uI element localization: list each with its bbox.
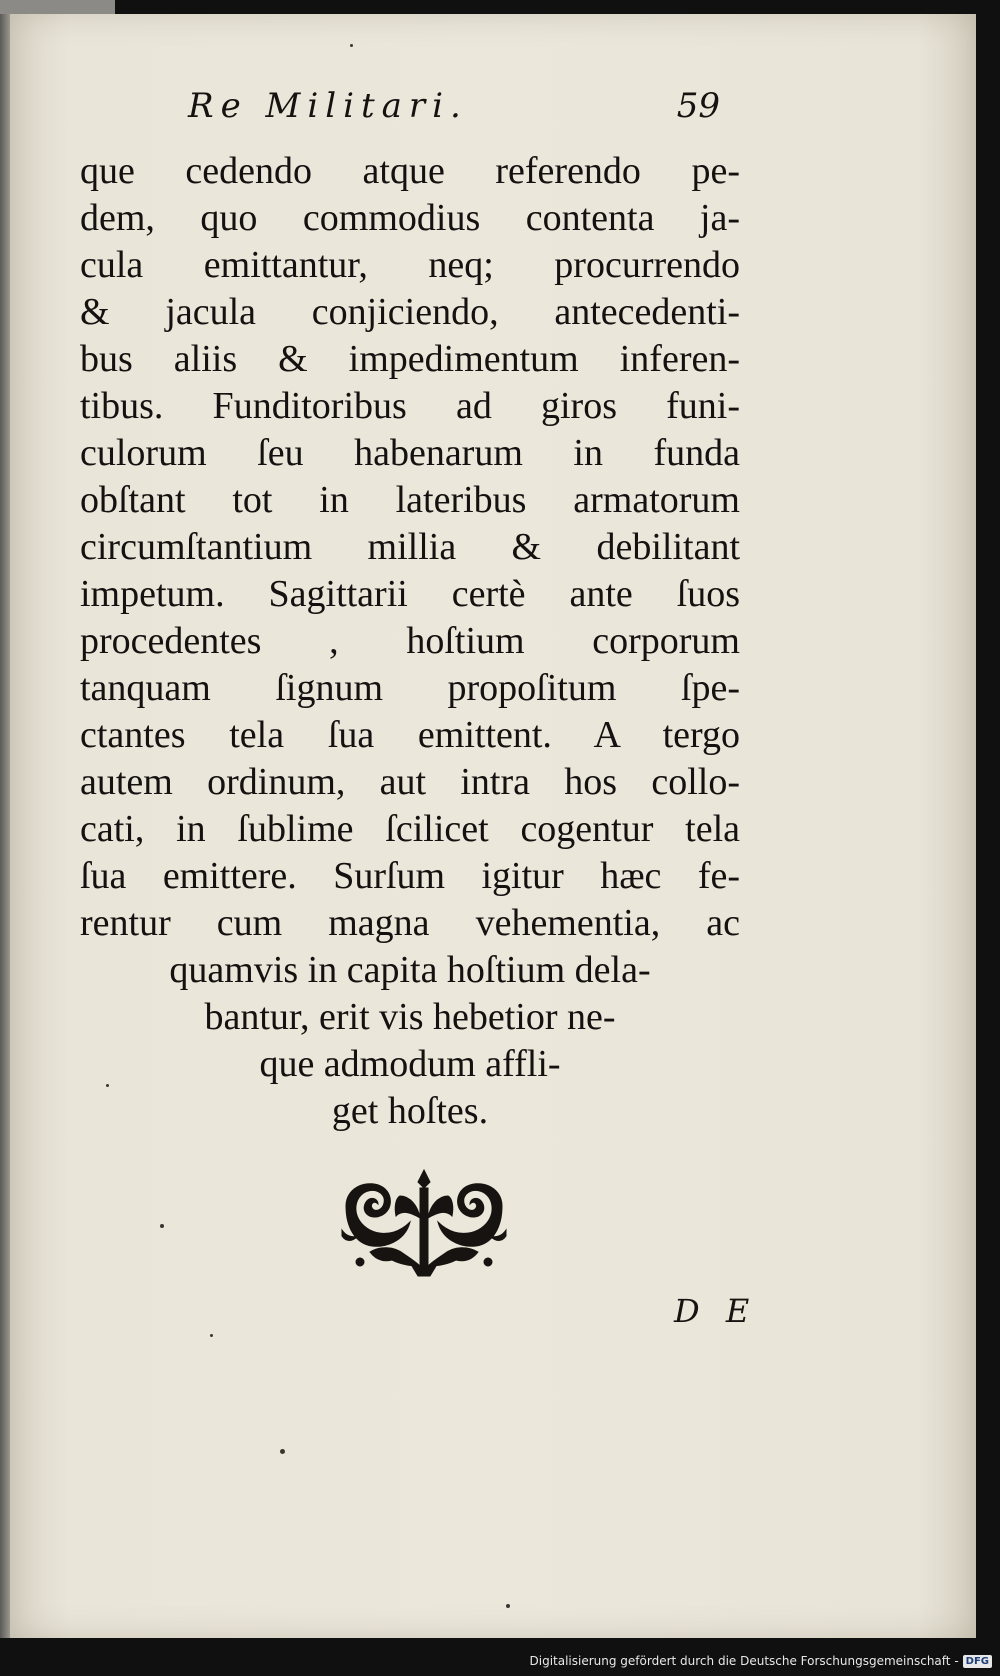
text-line: obſtant tot in lateribus armatorum <box>80 479 740 521</box>
paper-speck <box>210 1334 213 1337</box>
text-line: que admodum affli- <box>259 1043 561 1085</box>
text-line: procedentes , hoſtium corporum <box>80 620 740 662</box>
paper-speck <box>280 1449 285 1454</box>
text-line: quamvis in capita hoſtium dela- <box>169 949 651 991</box>
text-line: culorum ſeu habenarum in funda <box>80 432 740 474</box>
text-line: bantur, erit vis hebetior ne- <box>204 996 616 1038</box>
page-header <box>178 86 738 136</box>
text-line: tibus. Funditoribus ad giros funi- <box>80 385 740 427</box>
text-line: & jacula conjiciendo, antecedenti- <box>80 291 740 333</box>
text-line: rentur cum magna vehementia, ac <box>80 902 740 944</box>
text-line: circumſtantium millia & debilitant <box>80 526 740 568</box>
paper-speck <box>506 1604 510 1608</box>
page-number: 59 <box>676 86 720 126</box>
digitization-credit <box>530 1650 993 1672</box>
text-line: impetum. Sagittarii certè ante ſuos <box>80 573 740 615</box>
book-spine-edge <box>0 14 10 1638</box>
paper-speck <box>350 44 353 47</box>
text-line: ſua emittere. Surſum igitur hæc fe- <box>80 855 740 897</box>
catchword: D E <box>674 1292 758 1330</box>
paper-speck <box>160 1224 164 1228</box>
dfg-logo: DFG <box>963 1655 992 1668</box>
fleuron-ornament-icon <box>340 1166 508 1278</box>
credit-text: Digitalisierung gefördert durch die Deutsche Forschungsgemeinschaft - <box>529 1654 959 1668</box>
text-line: bus aliis & impedimentum inferen- <box>80 338 740 380</box>
body-text <box>80 148 740 1135</box>
text-line: cati, in ſublime ſcilicet cogentur tela <box>80 808 740 850</box>
running-head: Re Militari. <box>188 86 468 126</box>
text-line: tanquam ſignum propoſitum ſpe- <box>80 667 740 709</box>
text-line: que cedendo atque referendo pe- <box>80 150 740 192</box>
text-line: cula emittantur, neq; procurrendo <box>80 244 740 286</box>
text-line: get hoſtes. <box>331 1090 489 1132</box>
text-line: ctantes tela ſua emittent. A tergo <box>80 714 740 756</box>
text-line: dem, quo commodius contenta ja- <box>80 197 740 239</box>
text-line: autem ordinum, aut intra hos collo- <box>80 761 740 803</box>
